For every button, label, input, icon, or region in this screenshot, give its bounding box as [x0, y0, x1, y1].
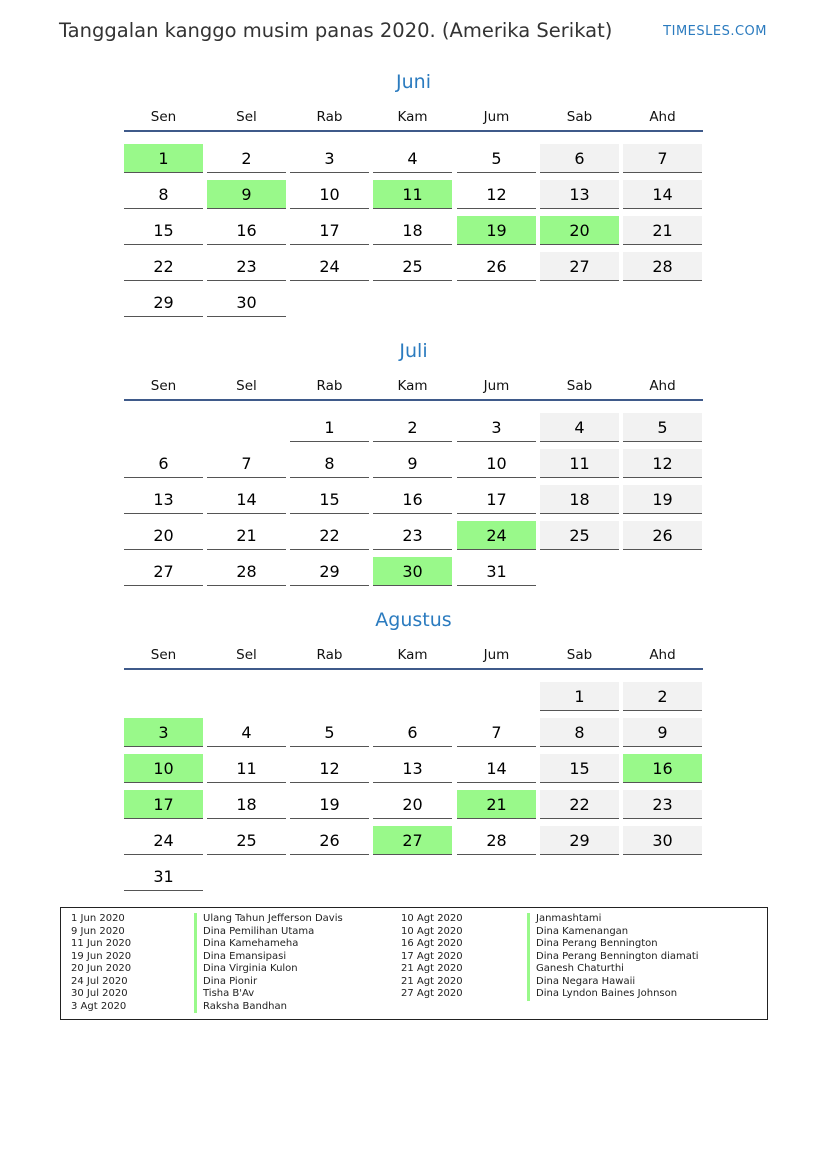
day-cell[interactable]: 5 [623, 413, 702, 442]
day-cell[interactable]: 28 [457, 826, 536, 855]
day-cell[interactable]: 28 [207, 557, 286, 586]
weekday-header: Jum [483, 109, 510, 125]
legend-entry: 21 Agt 2020 [401, 963, 463, 974]
legend-left-names [194, 913, 343, 1013]
legend-entry: Janmashtami [527, 913, 699, 926]
legend-entry: Dina Pionir [194, 976, 343, 989]
day-cell[interactable]: 12 [457, 180, 536, 209]
day-cell[interactable]: 1 [290, 413, 369, 442]
day-cell[interactable]: 14 [623, 180, 702, 209]
day-cell[interactable]: 20 [124, 521, 203, 550]
day-cell[interactable]: 8 [124, 180, 203, 209]
day-cell[interactable]: 24 [290, 252, 369, 281]
day-cell[interactable]: 13 [540, 180, 619, 209]
day-cell[interactable]: 4 [207, 718, 286, 747]
weekday-header: Sab [566, 378, 593, 394]
day-cell[interactable]: 10 [457, 449, 536, 478]
day-cell[interactable]: 31 [124, 862, 203, 891]
weekday-header: Jum [483, 647, 510, 663]
holiday-day-cell[interactable]: 1 [124, 144, 203, 173]
legend-entry: 19 Jun 2020 [71, 950, 132, 962]
day-cell[interactable]: 30 [207, 288, 286, 317]
day-cell[interactable]: 3 [457, 413, 536, 442]
header-rule [124, 668, 703, 670]
day-cell[interactable]: 19 [623, 485, 702, 514]
day-cell[interactable]: 2 [207, 144, 286, 173]
day-cell[interactable]: 14 [207, 485, 286, 514]
weekday-header: Sen [150, 109, 177, 125]
day-cell[interactable]: 7 [457, 718, 536, 747]
day-cell[interactable]: 11 [207, 754, 286, 783]
legend-entry: Dina Perang Bennington diamati [527, 951, 699, 964]
holiday-day-cell[interactable]: 11 [373, 180, 452, 209]
weekday-header: Ahd [649, 378, 676, 394]
day-cell[interactable]: 21 [623, 216, 702, 245]
holiday-legend [60, 907, 768, 1020]
weekday-header: Sab [566, 109, 593, 125]
day-cell[interactable]: 19 [290, 790, 369, 819]
day-cell[interactable]: 25 [373, 252, 452, 281]
day-cell[interactable]: 16 [373, 485, 452, 514]
legend-entry: 21 Agt 2020 [401, 975, 463, 987]
weekday-header: Jum [483, 378, 510, 394]
day-cell[interactable]: 12 [290, 754, 369, 783]
holiday-day-cell[interactable]: 16 [623, 754, 702, 783]
day-cell[interactable]: 15 [290, 485, 369, 514]
day-cell[interactable]: 13 [373, 754, 452, 783]
legend-entry: 3 Agt 2020 [71, 1000, 127, 1012]
weekday-header: Rab [316, 109, 343, 125]
legend-entry: Dina Kamenangan [527, 926, 699, 939]
holiday-day-cell[interactable]: 20 [540, 216, 619, 245]
day-cell[interactable]: 4 [540, 413, 619, 442]
legend-entry: Raksha Bandhan [194, 1001, 343, 1014]
day-cell[interactable]: 26 [290, 826, 369, 855]
weekday-header: Sel [236, 109, 257, 125]
day-cell[interactable]: 15 [124, 216, 203, 245]
holiday-day-cell[interactable]: 30 [373, 557, 452, 586]
day-cell[interactable]: 23 [207, 252, 286, 281]
legend-entry: 20 Jun 2020 [71, 963, 132, 974]
legend-entry: 17 Agt 2020 [401, 950, 463, 962]
header-rule [124, 399, 703, 401]
day-cell[interactable]: 9 [373, 449, 452, 478]
legend-entry: Dina Lyndon Baines Johnson [527, 988, 699, 1001]
day-cell[interactable]: 18 [373, 216, 452, 245]
month-name: Juni [396, 71, 431, 93]
weekday-header: Rab [316, 378, 343, 394]
day-cell[interactable]: 28 [623, 252, 702, 281]
weekday-header: Sen [150, 647, 177, 663]
day-cell[interactable]: 23 [373, 521, 452, 550]
weekday-header: Sab [566, 647, 593, 663]
day-cell[interactable]: 21 [207, 521, 286, 550]
legend-entry: 30 Jul 2020 [71, 988, 128, 999]
day-cell[interactable]: 29 [124, 288, 203, 317]
holiday-day-cell[interactable]: 10 [124, 754, 203, 783]
day-cell[interactable]: 18 [207, 790, 286, 819]
legend-entry: 24 Jul 2020 [71, 975, 128, 987]
day-cell[interactable]: 26 [623, 521, 702, 550]
holiday-day-cell[interactable]: 9 [207, 180, 286, 209]
legend-left-dates [71, 913, 131, 1013]
day-cell[interactable]: 17 [457, 485, 536, 514]
day-cell[interactable]: 8 [290, 449, 369, 478]
weekday-header: Rab [316, 647, 343, 663]
legend-entry: Dina Negara Hawaii [527, 976, 699, 989]
legend-entry: Dina Kamehameha [194, 938, 343, 951]
weekday-header: Sel [236, 647, 257, 663]
day-cell[interactable]: 7 [623, 144, 702, 173]
day-cell[interactable]: 13 [124, 485, 203, 514]
day-cell[interactable]: 6 [373, 718, 452, 747]
holiday-day-cell[interactable]: 17 [124, 790, 203, 819]
day-cell[interactable]: 25 [207, 826, 286, 855]
legend-right-dates [401, 913, 463, 1001]
day-cell[interactable]: 24 [124, 826, 203, 855]
holiday-day-cell[interactable]: 19 [457, 216, 536, 245]
day-cell[interactable]: 14 [457, 754, 536, 783]
legend-entry: Tisha B'Av [194, 988, 343, 1001]
day-cell[interactable]: 15 [540, 754, 619, 783]
legend-right-names [527, 913, 699, 1001]
weekday-header: Ahd [649, 109, 676, 125]
day-cell[interactable]: 26 [457, 252, 536, 281]
weekday-header: Ahd [649, 647, 676, 663]
header-rule [124, 130, 703, 132]
day-cell[interactable]: 25 [540, 521, 619, 550]
day-cell[interactable]: 27 [124, 557, 203, 586]
month-name: Juli [399, 340, 428, 362]
day-cell[interactable]: 22 [124, 252, 203, 281]
day-cell[interactable]: 8 [540, 718, 619, 747]
legend-entry: Ulang Tahun Jefferson Davis [194, 913, 343, 926]
weekday-header: Kam [397, 378, 428, 394]
day-cell[interactable]: 4 [373, 144, 452, 173]
legend-entry: 27 Agt 2020 [401, 988, 463, 999]
day-cell[interactable]: 10 [290, 180, 369, 209]
month-name: Agustus [375, 609, 452, 631]
legend-entry: 11 Jun 2020 [71, 938, 132, 949]
legend-entry: Dina Perang Bennington [527, 938, 699, 951]
legend-entry: Dina Pemilihan Utama [194, 926, 343, 939]
day-cell[interactable]: 22 [290, 521, 369, 550]
day-cell[interactable]: 16 [207, 216, 286, 245]
weekday-header: Sen [150, 378, 177, 394]
day-cell[interactable]: 12 [623, 449, 702, 478]
holiday-day-cell[interactable]: 3 [124, 718, 203, 747]
day-cell[interactable]: 1 [540, 682, 619, 711]
day-cell[interactable]: 29 [540, 826, 619, 855]
legend-entry: 10 Agt 2020 [401, 913, 463, 924]
weekday-header: Kam [397, 109, 428, 125]
day-cell[interactable]: 20 [373, 790, 452, 819]
day-cell[interactable]: 2 [373, 413, 452, 442]
legend-entry: Ganesh Chaturthi [527, 963, 699, 976]
weekday-header: Kam [397, 647, 428, 663]
legend-entry: 16 Agt 2020 [401, 938, 463, 949]
legend-entry: Dina Virginia Kulon [194, 963, 343, 976]
day-cell[interactable]: 11 [540, 449, 619, 478]
day-cell[interactable]: 7 [207, 449, 286, 478]
day-cell[interactable]: 6 [124, 449, 203, 478]
day-cell[interactable]: 17 [290, 216, 369, 245]
day-cell[interactable]: 5 [290, 718, 369, 747]
day-cell[interactable]: 22 [540, 790, 619, 819]
day-cell[interactable]: 30 [623, 826, 702, 855]
holiday-day-cell[interactable]: 24 [457, 521, 536, 550]
day-cell[interactable]: 6 [540, 144, 619, 173]
day-cell[interactable]: 31 [457, 557, 536, 586]
legend-entry: 9 Jun 2020 [71, 925, 125, 937]
page-title: Tanggalan kanggo musim panas 2020. (Amerika Serikat) [59, 19, 613, 42]
holiday-day-cell[interactable]: 21 [457, 790, 536, 819]
day-cell[interactable]: 23 [623, 790, 702, 819]
legend-entry: Dina Emansipasi [194, 951, 343, 964]
holiday-day-cell[interactable]: 27 [373, 826, 452, 855]
day-cell[interactable]: 27 [540, 252, 619, 281]
day-cell[interactable]: 5 [457, 144, 536, 173]
day-cell[interactable]: 18 [540, 485, 619, 514]
weekday-header: Sel [236, 378, 257, 394]
legend-entry: 10 Agt 2020 [401, 925, 463, 937]
day-cell[interactable]: 2 [623, 682, 702, 711]
legend-entry: 1 Jun 2020 [71, 913, 125, 924]
brand-link[interactable]: TIMESLES.COM [663, 24, 767, 39]
day-cell[interactable]: 9 [623, 718, 702, 747]
day-cell[interactable]: 29 [290, 557, 369, 586]
day-cell[interactable]: 3 [290, 144, 369, 173]
